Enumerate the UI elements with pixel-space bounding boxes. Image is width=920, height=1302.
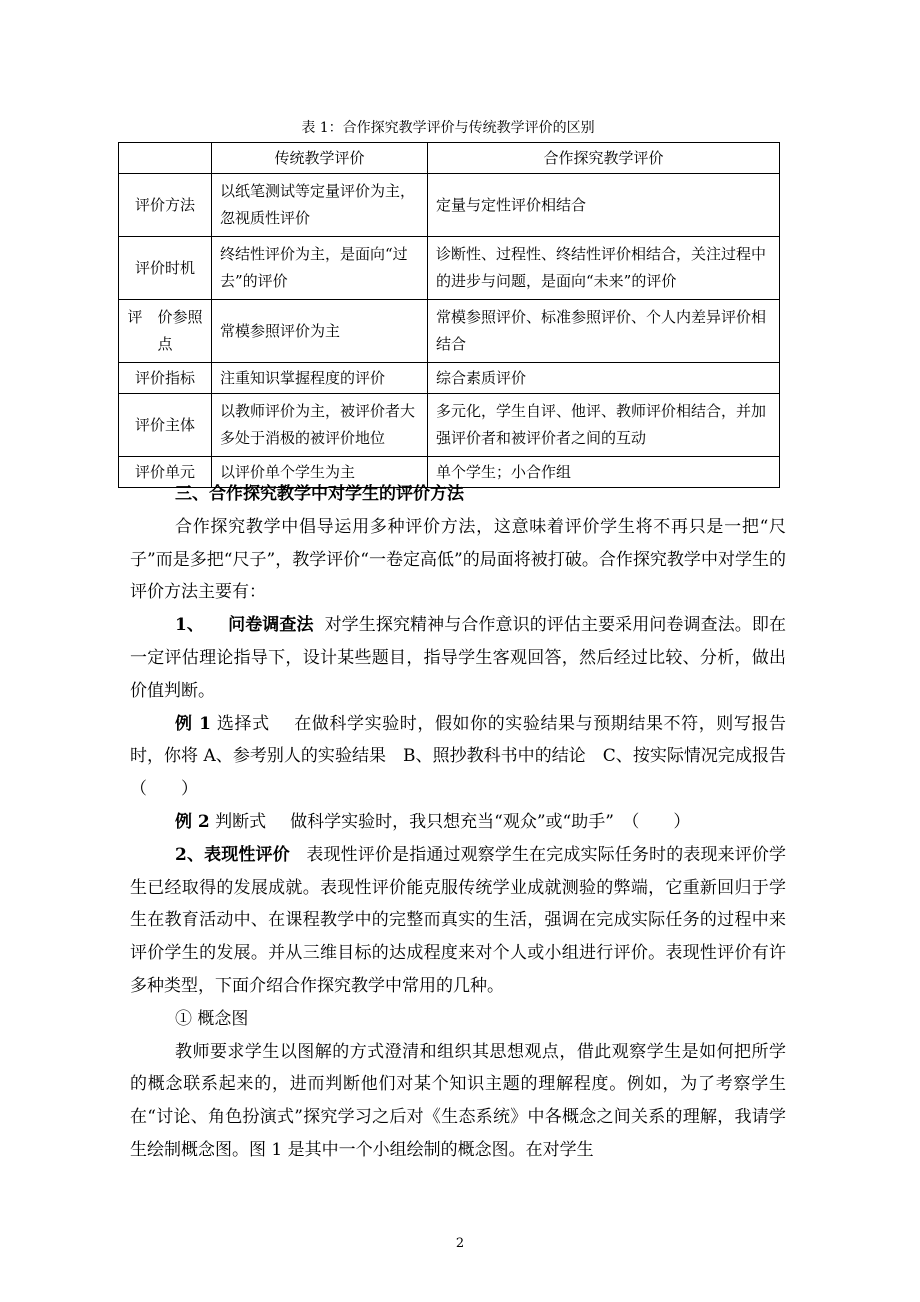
item2-text: 表现性评价是指通过观察学生在完成实际任务时的表现来评价学生已经取得的发展成就。表现性评价能克服传统学业成就测验的弊端，它重新回归于学生在教育活动中、在课程教学中的完整而真实的生活，强调在完成实际任务的过程中来评价学生的发展。并从三维目标的达成程度来对个人或小组进行评价。表现性评价有许多种类型，下面介绍合作探究教学中常用的几种。: [130, 844, 786, 996]
subheading-concept-map: ① 概念图: [175, 1008, 249, 1029]
example2-text: 做科学实验时，我只想充当“观众”或“助手” （ ）: [290, 811, 691, 832]
row-label: 评价时机: [119, 237, 212, 300]
table-row: [119, 363, 780, 394]
row-label: 评价指标: [119, 363, 212, 394]
example2-label: 例 2: [175, 811, 210, 832]
traditional-cell: 终结性评价为主，是面向“过去”的评价: [212, 237, 428, 300]
item1-number: 1、: [175, 615, 205, 636]
item1-text: 对学生探究精神与合作意识的评估主要采用问卷调查法。即在一定评估理论指导下，设计某些题目，指导学生客观回答，然后经过比较、分析，做出价值判断。: [130, 615, 786, 701]
header-cell-traditional: 传统教学评价: [212, 143, 428, 174]
cooperative-cell: 常模参照评价、标准参照评价、个人内差异评价相结合: [428, 300, 780, 363]
traditional-cell: 以评价单个学生为主: [212, 457, 428, 488]
example1-label: 例 1: [175, 713, 211, 734]
page-number: 2: [455, 1236, 465, 1251]
row-label: 评价单元: [119, 457, 212, 488]
header-cell-empty: [119, 143, 212, 174]
example2-type: 判断式: [215, 811, 267, 832]
cooperative-cell: 定量与定性评价相结合: [428, 174, 780, 237]
example1-type: 选择式: [216, 713, 270, 734]
cooperative-cell: 多元化，学生自评、他评、教师评价相结合，并加强评价者和被评价者之间的互动: [428, 394, 780, 457]
row-label: 评 价参照点: [119, 300, 212, 363]
row-label: 评价主体: [119, 394, 212, 457]
item2-paragraph: [130, 839, 786, 1003]
cooperative-cell: 综合素质评价: [428, 363, 780, 394]
example1-text: 在做科学实验时，假如你的实验结果与预期结果不符，则写报告时，你将 A、参考别人的实验结果 B、照抄教科书中的结论 C、按实际情况完成报告（ ）: [130, 713, 787, 800]
item1-title: 问卷调查法: [228, 615, 314, 636]
traditional-cell: 注重知识掌握程度的评价: [212, 363, 428, 394]
cooperative-cell: 诊断性、过程性、终结性评价相结合，关注过程中的进步与问题，是面向“未来”的评价: [428, 237, 780, 300]
intro-paragraph: 合作探究教学中倡导运用多种评价方法，这意味着评价学生将不再只是一把“尺子”而是多把“尺子”，教学评价“一卷定高低”的局面将被打破。合作探究教学中对学生的评价方法主要有：: [130, 516, 786, 603]
table-row: [119, 174, 780, 237]
header-cell-cooperative: 合作探究教学评价: [428, 143, 780, 174]
body-text: [130, 478, 786, 1167]
item2-title: 2、表现性评价: [175, 844, 290, 865]
final-paragraph: 教师要求学生以图解的方式澄清和组织其思想观点，借此观察学生是如何把所学的概念联系起来的，进而判断他们对某个知识主题的理解程度。例如，为了考察学生在“讨论、角色扮演式”探究学习之后对《生态系统》中各概念之间关系的理解，我请学生绘制概念图。图 1 是其中一个小组绘制的概念图。在对学生: [130, 1041, 786, 1160]
traditional-cell: 常模参照评价为主: [212, 300, 428, 363]
table-row: [119, 394, 780, 457]
table-row: [119, 237, 780, 300]
row-label: 评价方法: [119, 174, 212, 237]
traditional-cell: 以纸笔测试等定量评价为主，忽视质性评价: [212, 174, 428, 237]
table-header-row: [119, 143, 780, 174]
item1-paragraph: [130, 609, 786, 707]
table-row: [119, 300, 780, 363]
example2-paragraph: [130, 806, 786, 839]
table-caption: 表 1：合作探究教学评价与传统教学评价的区别: [301, 120, 595, 136]
comparison-table: [118, 142, 780, 488]
traditional-cell: 以教师评价为主，被评价者大多处于消极的被评价地位: [212, 394, 428, 457]
section-heading: 三、合作探究教学中对学生的评价方法: [175, 484, 464, 504]
cooperative-cell: 单个学生；小合作组: [428, 457, 780, 488]
example1-paragraph: [130, 708, 786, 806]
